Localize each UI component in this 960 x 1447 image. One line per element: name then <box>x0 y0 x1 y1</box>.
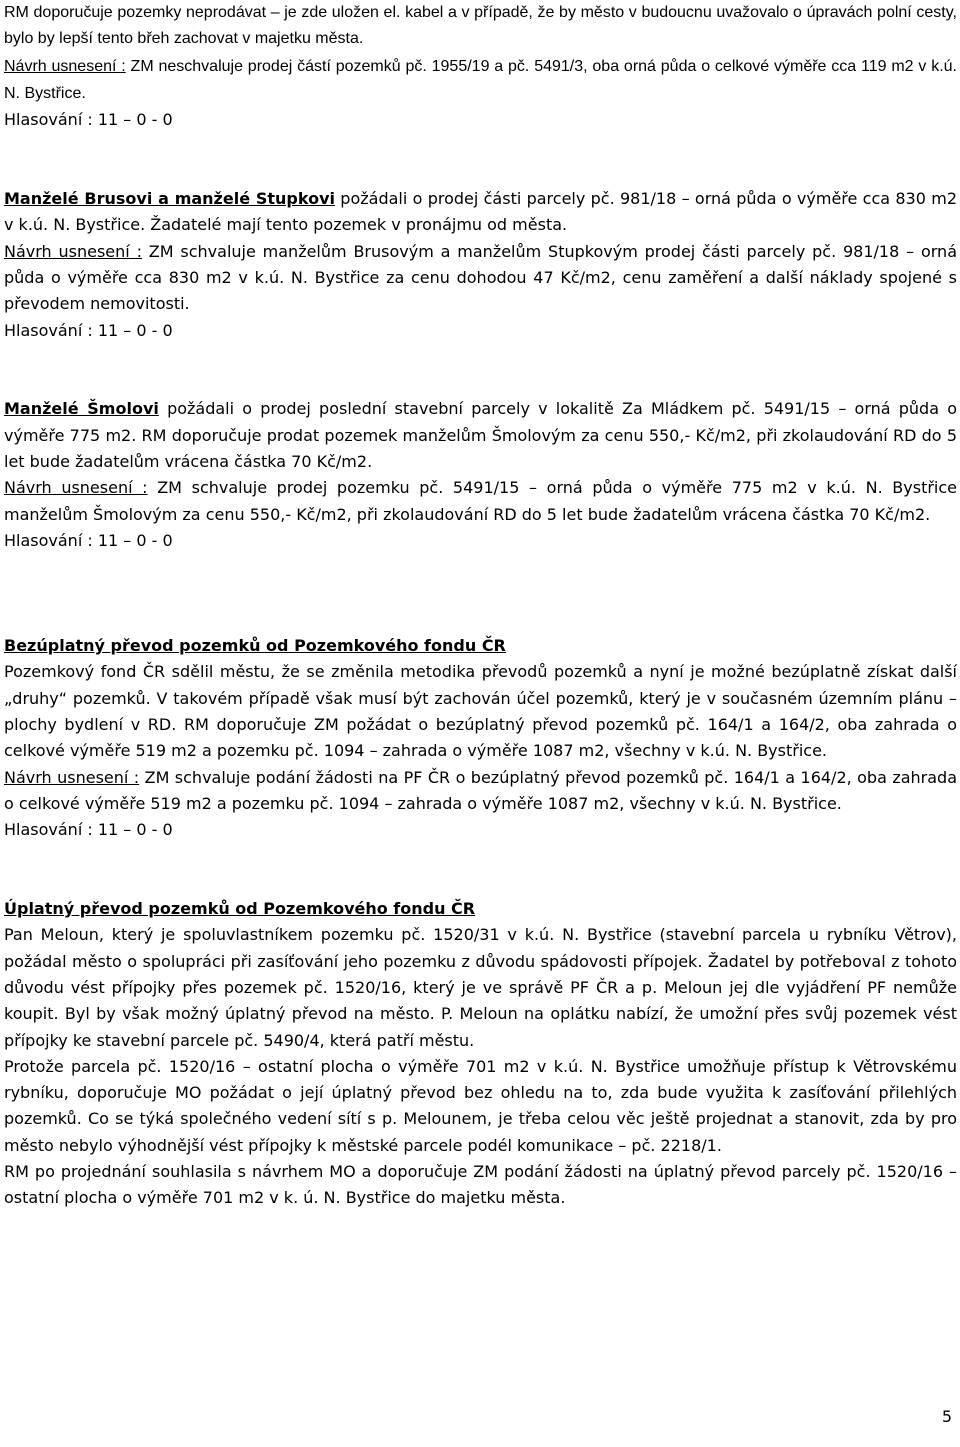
section-1-vote: Hlasování : 11 – 0 - 0 <box>4 320 173 340</box>
section-2-heading: Manželé Šmolovi <box>4 399 159 419</box>
section-4-heading-line <box>0 896 960 922</box>
resolution-label: Návrh usnesení : <box>4 478 148 498</box>
resolution-text: ZM schvaluje prodej pozemku pč. 5491/15 – orná půda o výměře 775 m2 v k.ú. N. Bystřice manželům Šmolovým za cenu 550,- Kč/m2, při zkolaudování RD do 5 let bude žadatelům vrácena částka 70 Kč/m2. <box>4 478 958 524</box>
section-3-heading-line <box>0 633 960 659</box>
section-2-resolution <box>0 475 960 528</box>
section-3-heading: Bezúplatný převod pozemků od Pozemkového fondu ČR <box>4 636 506 656</box>
spacer <box>0 133 960 186</box>
resolution-label: Návrh usnesení : <box>4 767 140 787</box>
section-0-vote: Hlasování : 11 – 0 - 0 <box>4 110 173 130</box>
section-0-resolution <box>0 53 960 108</box>
section-3-resolution <box>0 765 960 818</box>
section-1-heading: Manželé Brusovi a manželé Stupkovi <box>4 189 335 209</box>
section-1-intro <box>0 186 960 239</box>
section-2-intro-text: požádali o prodej poslední stavební parcely v lokalitě Za Mládkem pč. 5491/15 – orná půda o výměře 775 m2. RM doporučuje prodat pozemek manželům Šmolovým za cenu 550,- Kč/m2, při zkolaudování RD do 5 let bude žadatelům vrácena částka 70 Kč/m2. <box>4 399 957 472</box>
section-4-paragraph-3: RM po projednání souhlasila s návrhem MO a doporučuje ZM podání žádosti na úplatný převod parcely pč. 1520/16 – ostatní plocha o výměře 701 m2 v k. ú. N. Bystřice do majetku města. <box>4 1162 957 1208</box>
section-1-resolution <box>0 239 960 318</box>
section-2-intro <box>0 396 960 475</box>
spacer <box>0 344 960 397</box>
resolution-label: Návrh usnesení : <box>4 241 142 261</box>
resolution-text: ZM schvaluje manželům Brusovým a manželům Stupkovým prodej části parcely pč. 981/18 – orná půda o výměře cca 830 m2 v k.ú. N. Bystřice za cenu dohodou 47 Kč/m2, cenu zaměření a další náklady spojené s převodem nemovitosti. <box>4 241 957 314</box>
page-number: 5 <box>941 1407 952 1426</box>
section-4-paragraph-2: Protože parcela pč. 1520/16 – ostatní plocha o výměře 701 m2 v k.ú. N. Bystřice umožňuje přístup k Větrovskému rybníku, doporučuje MO požádat o její úplatný převod bez ohledu na to, zda bude využita k zasíťování přilehlých pozemků. Co se týká společného vedení sítí s p. Melounem, je třeba celou věc ještě projednat a stanovit, zda by pro město nebylo výhodnější vést přípojky k městské parcele podél komunikace – pč. 2218/1. <box>4 1056 957 1155</box>
resolution-label: Návrh usnesení : <box>4 57 126 75</box>
resolution-text: ZM neschvaluje prodej částí pozemků pč. 1955/19 a pč. 5491/3, oba orná půda o celkové výměře cca 119 m2 v k.ú. N. Bystřice. <box>4 57 958 102</box>
section-3-intro: Pozemkový fond ČR sdělil městu, že se změnila metodika převodů pozemků a nyní je možné bezúplatně získat další „druhy“ pozemků. V takovém případě však musí být zachován účel pozemků, který je v současném územním plánu – plochy bydlení v RD. RM doporučuje ZM požádat o bezúplatný převod pozemků pč. 164/1 a 164/2, oba zahrada o celkové výměře 519 m2 a pozemku pč. 1094 – zahrada o výměře 1087 m2, všechny v k.ú. N. Bystřice. <box>4 662 957 761</box>
section-0-intro: RM doporučuje pozemky neprodávat – je zde uložen el. kabel a v případě, že by město v budoucnu uvažovalo o úpravách polní cesty, bylo by lepší tento břeh zachovat v majetku města. <box>4 4 957 48</box>
section-1-intro-text: požádali o prodej části parcely pč. 981/18 – orná půda o výměře cca 830 m2 v k.ú. N. Bystřice. Žadatelé mají tento pozemek v pronájmu od města. <box>4 189 957 235</box>
resolution-text: ZM schvaluje podání žádosti na PF ČR o bezúplatný převod pozemků pč. 164/1 a 164/2, oba zahrada o celkové výměře 519 m2 a pozemku pč. 1094 – zahrada o výměře 1087 m2, všechny v k.ú. N. Bystřice. <box>4 767 958 813</box>
section-4-paragraph-1: Pan Meloun, který je spoluvlastníkem pozemku pč. 1520/31 v k.ú. N. Bystřice (stavební parcela u rybníku Větrov), požádal město o spolupráci při zasíťování jeho pozemku z důvodu spádovosti přípojek. Žadatel by potřeboval z tohoto důvodu vést přípojky přes pozemek pč. 1520/16, který je ve správě PF ČR a p. Meloun jej dle vyjádření PF nemůže koupit. Byl by však možný úplatný převod na město. P. Meloun na oplátku nabízí, že umožní přes svůj pozemek vést přípojky ke stavební parcele pč. 5490/4, která patří městu. <box>4 925 957 1050</box>
section-3-vote: Hlasování : 11 – 0 - 0 <box>4 820 173 840</box>
spacer <box>0 607 960 633</box>
section-2-vote: Hlasování : 11 – 0 - 0 <box>4 530 173 550</box>
spacer <box>0 554 960 607</box>
section-4-heading: Úplatný převod pozemků od Pozemkového fondu ČR <box>4 899 476 919</box>
spacer <box>0 844 960 897</box>
